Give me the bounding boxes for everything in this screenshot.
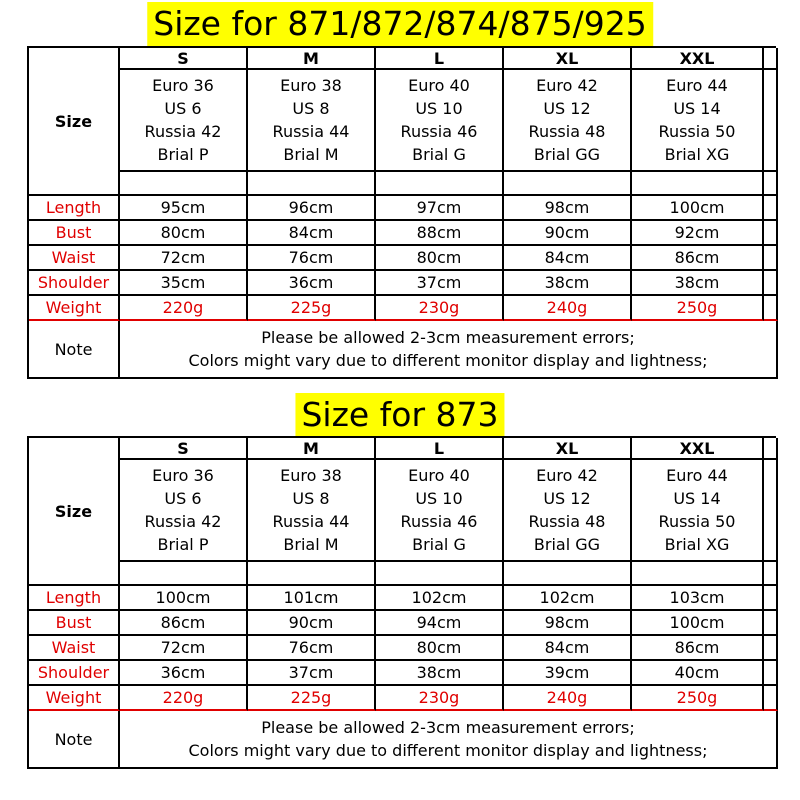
measurement-value: 36cm: [248, 271, 376, 296]
row-label: Waist: [29, 246, 120, 271]
section-title-2: Size for 873: [295, 393, 504, 437]
equivalent-line: Russia 48: [528, 122, 606, 141]
empty-cell: [120, 172, 248, 196]
size-equivalents: [376, 70, 504, 172]
note-text: [120, 711, 778, 769]
measurement-value: 225g: [248, 296, 376, 321]
equivalent-line: Brial M: [283, 145, 339, 164]
equivalent-line: Euro 38: [280, 466, 342, 485]
row-label: Length: [29, 586, 120, 611]
measurement-value: 98cm: [504, 611, 632, 636]
size-equivalents: [632, 70, 764, 172]
note-line: Colors might vary due to different monitor display and lightness;: [188, 741, 708, 760]
measurement-value: 95cm: [120, 196, 248, 221]
measurement-value: 84cm: [504, 246, 632, 271]
size-header: XXL: [632, 48, 764, 70]
measurement-value: 38cm: [504, 271, 632, 296]
measurement-value: 35cm: [120, 271, 248, 296]
equivalent-line: US 14: [673, 489, 721, 508]
empty-cell: [764, 221, 778, 246]
equivalent-line: Brial GG: [533, 145, 601, 164]
measurement-value: 92cm: [632, 221, 764, 246]
measurement-value: 101cm: [248, 586, 376, 611]
measurement-value: 86cm: [632, 636, 764, 661]
equivalent-line: Euro 44: [666, 466, 728, 485]
measurement-value: 230g: [376, 296, 504, 321]
size-header: XL: [504, 48, 632, 70]
size-equivalents: [376, 460, 504, 562]
equivalent-line: Euro 36: [152, 466, 214, 485]
equivalent-line: Russia 42: [144, 122, 222, 141]
measurement-value: 98cm: [504, 196, 632, 221]
measurement-value: 88cm: [376, 221, 504, 246]
empty-cell: [764, 586, 778, 611]
row-label: Weight: [29, 296, 120, 321]
equivalent-line: Euro 44: [666, 76, 728, 95]
note-line: Colors might vary due to different monitor display and lightness;: [188, 351, 708, 370]
measurement-value: 97cm: [376, 196, 504, 221]
size-table-1: [27, 46, 776, 379]
equivalent-line: Brial P: [157, 535, 209, 554]
measurement-value: 100cm: [120, 586, 248, 611]
measurement-value: 76cm: [248, 246, 376, 271]
note-label: Note: [29, 711, 120, 769]
measurement-value: 220g: [120, 686, 248, 711]
equivalent-line: US 10: [415, 99, 463, 118]
equivalent-line: US 10: [415, 489, 463, 508]
empty-cell: [764, 196, 778, 221]
equivalent-line: Russia 48: [528, 512, 606, 531]
empty-cell: [764, 70, 778, 172]
equivalent-line: Euro 42: [536, 76, 598, 95]
measurement-value: 72cm: [120, 246, 248, 271]
measurement-value: 76cm: [248, 636, 376, 661]
size-header: M: [248, 438, 376, 460]
row-label: Bust: [29, 611, 120, 636]
equivalent-line: Russia 50: [658, 122, 736, 141]
measurement-value: 90cm: [248, 611, 376, 636]
note-text: [120, 321, 778, 379]
empty-cell: [764, 172, 778, 196]
equivalent-line: Brial GG: [533, 535, 601, 554]
measurement-value: 86cm: [632, 246, 764, 271]
equivalent-line: Russia 46: [400, 512, 478, 531]
equivalent-line: Euro 36: [152, 76, 214, 95]
measurement-value: 72cm: [120, 636, 248, 661]
empty-cell: [632, 562, 764, 586]
equivalent-line: Russia 44: [272, 122, 350, 141]
measurement-value: 100cm: [632, 611, 764, 636]
size-header: L: [376, 48, 504, 70]
size-label: Size: [29, 438, 120, 586]
empty-cell: [376, 172, 504, 196]
note-label: Note: [29, 321, 120, 379]
empty-cell: [504, 562, 632, 586]
row-label: Shoulder: [29, 661, 120, 686]
measurement-value: 37cm: [248, 661, 376, 686]
measurement-value: 220g: [120, 296, 248, 321]
equivalent-line: Russia 46: [400, 122, 478, 141]
measurement-value: 36cm: [120, 661, 248, 686]
equivalent-line: Brial XG: [664, 535, 730, 554]
section-title-1: Size for 871/872/874/875/925: [147, 2, 653, 46]
empty-cell: [764, 562, 778, 586]
size-header: XXL: [632, 438, 764, 460]
empty-cell: [632, 172, 764, 196]
row-label: Weight: [29, 686, 120, 711]
equivalent-line: US 12: [543, 99, 591, 118]
measurement-value: 240g: [504, 686, 632, 711]
equivalent-line: Brial M: [283, 535, 339, 554]
measurement-value: 84cm: [504, 636, 632, 661]
empty-cell: [504, 172, 632, 196]
empty-cell: [764, 611, 778, 636]
empty-cell: [764, 246, 778, 271]
empty-cell: [764, 271, 778, 296]
measurement-value: 84cm: [248, 221, 376, 246]
empty-cell: [376, 562, 504, 586]
empty-cell: [764, 48, 778, 70]
size-equivalents: [248, 70, 376, 172]
note-line: Please be allowed 2-3cm measurement errors;: [261, 328, 635, 347]
empty-cell: [764, 661, 778, 686]
note-line: Please be allowed 2-3cm measurement errors;: [261, 718, 635, 737]
empty-cell: [764, 686, 778, 711]
measurement-value: 240g: [504, 296, 632, 321]
equivalent-line: US 6: [164, 489, 202, 508]
empty-cell: [248, 562, 376, 586]
measurement-value: 225g: [248, 686, 376, 711]
measurement-value: 100cm: [632, 196, 764, 221]
measurement-value: 80cm: [376, 636, 504, 661]
measurement-value: 38cm: [632, 271, 764, 296]
equivalent-line: US 14: [673, 99, 721, 118]
size-equivalents: [504, 460, 632, 562]
measurement-value: 40cm: [632, 661, 764, 686]
size-equivalents: [632, 460, 764, 562]
measurement-value: 39cm: [504, 661, 632, 686]
size-equivalents: [120, 460, 248, 562]
row-label: Bust: [29, 221, 120, 246]
size-header: L: [376, 438, 504, 460]
row-label: Shoulder: [29, 271, 120, 296]
size-equivalents: [120, 70, 248, 172]
equivalent-line: Russia 50: [658, 512, 736, 531]
row-label: Waist: [29, 636, 120, 661]
measurement-value: 38cm: [376, 661, 504, 686]
equivalent-line: US 12: [543, 489, 591, 508]
measurement-value: 250g: [632, 296, 764, 321]
equivalent-line: Russia 42: [144, 512, 222, 531]
measurement-value: 102cm: [376, 586, 504, 611]
empty-cell: [764, 438, 778, 460]
size-label: Size: [29, 48, 120, 196]
measurement-value: 80cm: [120, 221, 248, 246]
measurement-value: 94cm: [376, 611, 504, 636]
equivalent-line: US 8: [292, 489, 330, 508]
measurement-value: 90cm: [504, 221, 632, 246]
equivalent-line: Euro 38: [280, 76, 342, 95]
empty-cell: [764, 296, 778, 321]
measurement-value: 80cm: [376, 246, 504, 271]
equivalent-line: Brial G: [412, 535, 466, 554]
equivalent-line: Euro 42: [536, 466, 598, 485]
measurement-value: 37cm: [376, 271, 504, 296]
equivalent-line: Russia 44: [272, 512, 350, 531]
empty-cell: [120, 562, 248, 586]
equivalent-line: US 8: [292, 99, 330, 118]
size-equivalents: [248, 460, 376, 562]
equivalent-line: Brial G: [412, 145, 466, 164]
empty-cell: [764, 636, 778, 661]
equivalent-line: Euro 40: [408, 466, 470, 485]
size-header: S: [120, 48, 248, 70]
equivalent-line: US 6: [164, 99, 202, 118]
size-header: M: [248, 48, 376, 70]
measurement-value: 86cm: [120, 611, 248, 636]
measurement-value: 250g: [632, 686, 764, 711]
equivalent-line: Brial XG: [664, 145, 730, 164]
measurement-value: 96cm: [248, 196, 376, 221]
empty-cell: [764, 460, 778, 562]
size-table-2: [27, 436, 776, 769]
size-equivalents: [504, 70, 632, 172]
size-header: XL: [504, 438, 632, 460]
size-header: S: [120, 438, 248, 460]
empty-cell: [248, 172, 376, 196]
row-label: Length: [29, 196, 120, 221]
measurement-value: 103cm: [632, 586, 764, 611]
measurement-value: 230g: [376, 686, 504, 711]
measurement-value: 102cm: [504, 586, 632, 611]
equivalent-line: Brial P: [157, 145, 209, 164]
equivalent-line: Euro 40: [408, 76, 470, 95]
